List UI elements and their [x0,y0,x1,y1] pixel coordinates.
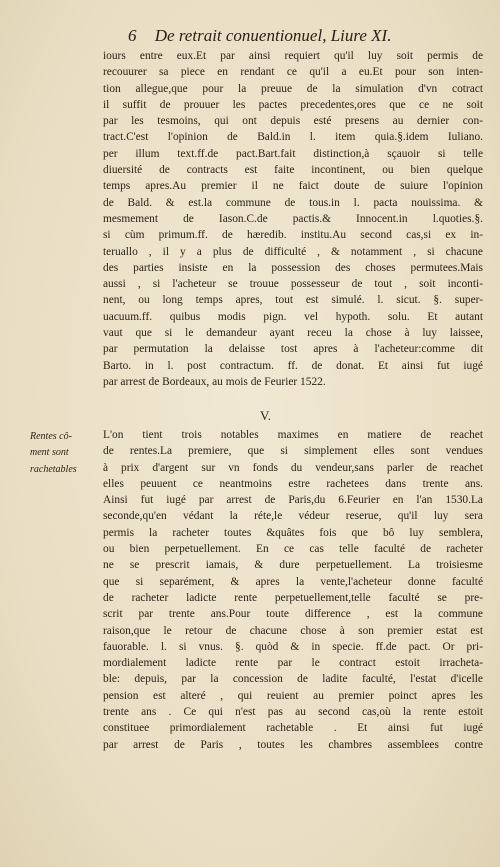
text-line: aussi , si l'acheteur se trouue possesseur de tout , soit inconti- [103,278,483,291]
text-line: diuersité de contracts est faite incontinent, ou bien quelque [103,164,483,177]
text-line: par arrest de Bordeaux, au mois de Feurier 1522. [103,375,326,388]
text-line: recouurer sa piece en rendant ce qu'il a eu.Et pour son inten- [103,66,483,79]
text-line: ble: depuis, par la concession de ladite faculté, l'estat d'icelle [103,673,483,686]
text-line: par les tesmoins, qui ont depuis esté presens au dernier con- [103,115,483,128]
text-line: mesmement de Iason.C.de pactis.& Innocent.in l.quoties.§. [103,212,483,225]
section-number: V. [260,408,271,423]
text-line: ou bien perpetuellement. En ce cas telle faculté de racheter [103,543,483,556]
margin-note-line: rachetables [30,463,77,475]
text-line: tion allegue,que pour la preuue de la simulation d'vn cotract [103,82,483,95]
text-line: L'on tient trois notables maximes en matiere de reachet [103,429,483,441]
page-number: 6 [128,26,137,45]
text-line: mordialement ladicte rente par le contract estoit irracheta- [103,657,483,670]
text-line: de Bald. & est.la commune de tous.in l. pacta nouissima. & [103,196,483,209]
text-line: constituee primordialement rachetable . Et ainsi fut iugé [103,722,483,735]
text-line: par permutation la delaisse tost apres à l'acheteur:comme dit [103,343,483,356]
text-line: Ainsi fut iugé par arrest de Paris,du 6.Feurier en l'an 1530.La [103,494,483,507]
margin-note-line: Rentes cô- [30,431,72,442]
text-line: que si separément, & apres la vente,l'acheteur donne faculté [103,575,483,588]
paragraph-section-v [103,427,483,753]
running-title: De retrait conuentionuel, Liure XI. [154,26,392,45]
running-header [128,26,458,48]
text-line: ne se prescrit iamais, & dure perpetuellement. La troisiesme [103,559,483,572]
text-line: teruallo , il y a plus de difficulté , & notamment , si chacune [103,245,483,258]
text-line: trente ans . Ce qui n'est pas au second cas,où la rente estoit [103,706,483,719]
text-line: si cùm primum.ff. de hæredib. institu.Au second cas,si ex in- [103,229,483,242]
text-line: de racheter ladicte rente perpetuellement,telle faculté se pre- [103,591,483,604]
text-line: scrit par trente ans.Pour toute difference , est la commune [103,608,483,621]
text-line: par arrest de Paris , toutes les chambres assemblees contre [103,738,483,751]
text-line: de rentes.La premiere, que si simplement elles sont vendues [103,445,483,458]
text-line: permis la racheter toutes &quâtes fois que bô luy semblera, [103,526,483,539]
text-line: iours entre eux.Et par ainsi requiert qu'il luy soit permis de [103,50,483,62]
text-line: tract.C'est l'opinion de Bald.in l. item quia.§.idem Iuliano. [103,131,483,144]
text-line: seconde,qu'en védant la réte,le védeur reserue, qu'il luy sera [103,510,483,523]
text-line: raison,que le retour de chacune chose à son premier estat est [103,624,483,637]
text-line: des parties insiste en la possession des choses permutees.Mais [103,261,483,274]
text-line: fauorable. l. si vnus. §. quòd & in specie. ff.de pact. Or pri- [103,640,483,653]
text-line: à prix d'argent sur vn fonds du vendeur,sans parler de reachet [103,461,483,474]
text-line: il suffit de prouuer les pactes precedentes,ores que ce ne soit [103,98,483,111]
text-line: elles peuuent ce neantmoins estre rachetees dans trente ans. [103,477,483,490]
text-line: temps apres.Au premier il ne faict doute de suiure l'opinion [103,180,483,193]
text-line: vaut que si le demandeur ayant receu la chose à luy laissee, [103,327,483,340]
margin-note [30,429,102,478]
text-line: nent, ou long temps apres, tout est simulé. l. sicut. §. super- [103,294,483,307]
paragraph-continued [103,48,483,390]
text-line: Barto. in l. post contractum. ff. de donat. Et ainsi fut iugé [103,359,483,372]
text-line: uacuum.ff. quibus modis pign. vel hypoth. solu. Et autant [103,310,483,323]
text-line: per illum text.ff.de pact.Bart.fait distinction,à sçauoir si telle [103,147,483,160]
text-line: pension est alteré , qui reuient au premier poinct apres les [103,689,483,702]
margin-note-line: ment sont [30,447,69,459]
